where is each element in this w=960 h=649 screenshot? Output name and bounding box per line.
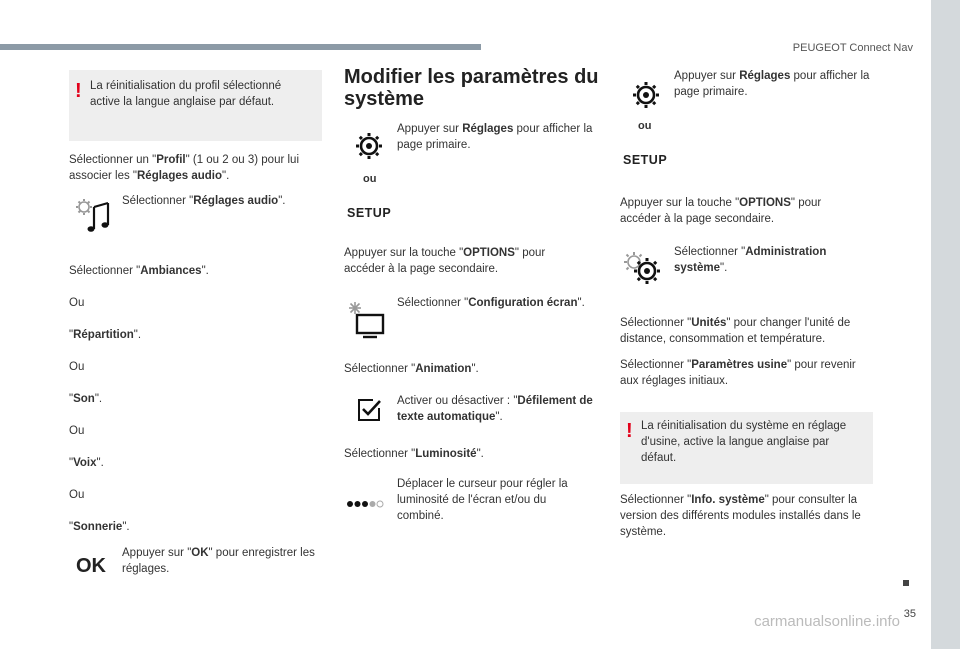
warning-icon: !	[626, 420, 633, 442]
warning-icon: !	[75, 80, 82, 102]
select-brightness: Sélectionner "Luminosité".	[344, 448, 484, 460]
or-label: ou	[363, 173, 377, 185]
settings-gear-icon	[631, 80, 661, 110]
or-text: Ou	[69, 425, 85, 437]
or-text: Ou	[69, 489, 85, 501]
select-units: Sélectionner "Unités" pour changer l'unité de distance, consommation et température.	[620, 317, 851, 345]
section-title: Modifier les paramètres du système	[344, 66, 599, 110]
options-key-paragraph: Appuyer sur la touche "OPTIONS" pour accéder à la page secondaire.	[344, 247, 546, 275]
note-box-system	[620, 412, 873, 484]
running-header: PEUGEOT Connect Nav	[792, 42, 913, 54]
move-slider-text: Déplacer le curseur pour régler la luminosité de l'écran et/ou du combiné.	[397, 478, 568, 522]
options-key-paragraph: Appuyer sur la touche "OPTIONS" pour accéder à la page secondaire.	[620, 197, 822, 225]
brightness-slider-icon	[346, 498, 384, 510]
audio-settings-icon	[72, 197, 112, 237]
option-voix: "Voix".	[69, 457, 104, 469]
setup-key-label: SETUP	[623, 153, 668, 167]
press-ok-text: Appuyer sur "OK" pour enregistrer les réglages.	[122, 547, 315, 575]
or-text: Ou	[69, 361, 85, 373]
ok-button-icon: OK	[76, 555, 106, 577]
select-system-admin: Sélectionner "Administration système".	[674, 246, 827, 274]
note-box-profile	[69, 70, 322, 141]
option-repartition: "Répartition".	[69, 329, 142, 341]
press-settings-text: Appuyer sur Réglages pour afficher la page primaire.	[674, 70, 870, 98]
select-ambiances: Sélectionner "Ambiances".	[69, 265, 209, 277]
press-settings-text: Appuyer sur Réglages pour afficher la page primaire.	[397, 123, 593, 151]
settings-gear-icon	[354, 131, 384, 161]
profile-paragraph: Sélectionner un "Profil" (1 ou 2 ou 3) pour lui associer les "Réglages audio".	[69, 154, 299, 182]
note-text: La réinitialisation du profil sélectionné active la langue anglaise par défaut.	[90, 80, 282, 108]
page-edge-tab	[931, 0, 960, 649]
system-admin-icon	[622, 250, 664, 288]
watermark: carmanualsonline.info	[754, 613, 900, 630]
select-animation: Sélectionner "Animation".	[344, 363, 479, 375]
option-son: "Son".	[69, 393, 103, 405]
top-rule	[0, 44, 481, 50]
section-marker	[903, 580, 909, 586]
note-text: La réinitialisation du système en réglage d'usine, active la langue anglaise par défaut.	[641, 420, 847, 464]
or-text: Ou	[69, 297, 85, 309]
select-audio-settings: Sélectionner "Réglages audio".	[122, 195, 286, 207]
checkbox-icon	[357, 398, 381, 422]
select-screen-config: Sélectionner "Configuration écran".	[397, 297, 585, 309]
toggle-text-scroll: Activer ou désactiver : "Défilement de texte automatique".	[397, 395, 593, 423]
setup-key-label: SETUP	[347, 206, 392, 220]
select-factory-settings: Sélectionner "Paramètres usine" pour revenir aux réglages initiaux.	[620, 359, 856, 387]
page-number: 35	[903, 608, 916, 620]
or-label: ou	[638, 120, 652, 132]
option-sonnerie: "Sonnerie".	[69, 521, 130, 533]
select-system-info: Sélectionner "Info. système" pour consulter la version des différents modules installés dans le système.	[620, 494, 861, 538]
screen-config-icon	[345, 300, 387, 340]
